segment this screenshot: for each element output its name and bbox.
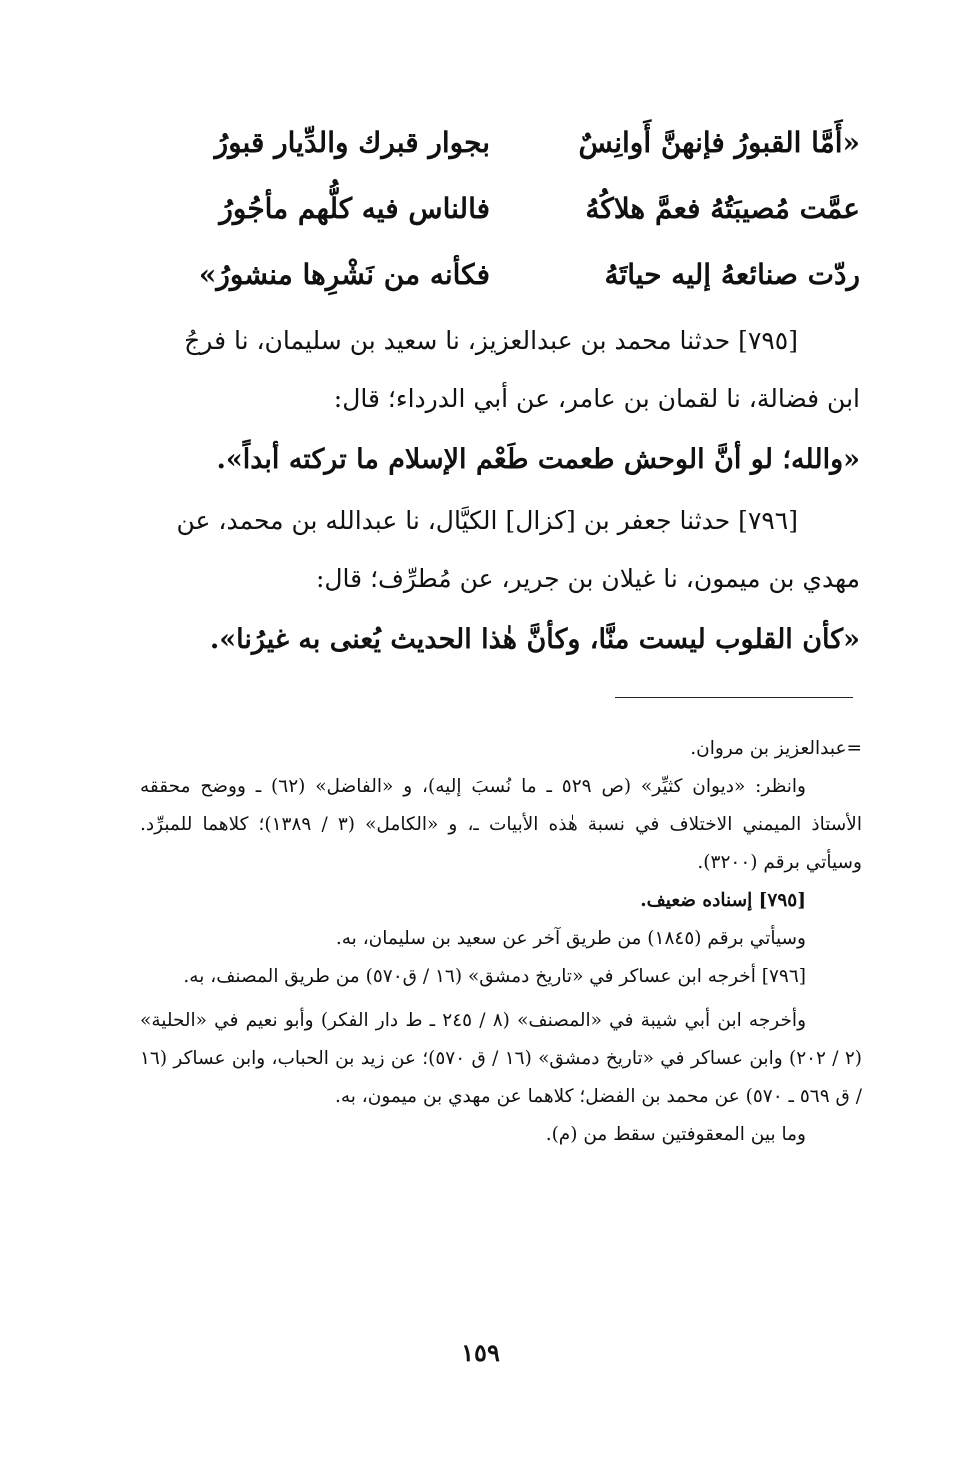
verse-first-hemistich: ردّت صنائعهُ إليه حياتَهُ	[604, 258, 860, 291]
footnote-796-takhrij: [٧٩٦] أخرجه ابن عساكر في «تاريخ دمشق» (١٦ / ق٥٧٠) من طريق المصنف، به.	[183, 966, 806, 987]
poem-verse	[140, 118, 860, 184]
footnote-795-grade: [٧٩٥] إسناده ضعيف.	[640, 890, 806, 911]
hadith-796-matn: «كأن القلوب ليست منَّا، وكأنَّ هٰذا الحديث يُعنى به غيرُنا».	[209, 624, 860, 655]
verse-first-hemistich: «أَمَّا القبورُ فإنهنَّ أَوانِسٌ	[578, 126, 860, 159]
poem-block	[140, 118, 860, 316]
hadith-796-isnad: [٧٩٦] حدثنا جعفر بن [كزال] الكيَّال، نا عبدالله بن محمد، عن	[176, 506, 798, 535]
main-text	[140, 312, 860, 672]
hadith-795-isnad: [٧٩٥] حدثنا محمد بن عبدالعزيز، نا سعيد بن سليمان، نا فرجُ	[184, 326, 798, 355]
verse-first-hemistich: عمَّت مُصيبَتُهُ فعمَّ هلاكُهُ	[585, 192, 860, 225]
hadith-795-isnad-cont: ابن فضالة، نا لقمان بن عامر، عن أبي الدرداء؛ قال:	[333, 384, 860, 413]
verse-second-hemistich: فالناس فيه كلُّهم مأجُورُ	[219, 192, 490, 225]
footnote-continuation: =عبدالعزيز بن مروان.	[690, 738, 862, 759]
poem-verse	[140, 250, 860, 316]
page-number: ١٥٩	[461, 1338, 500, 1367]
hadith-796-isnad-cont: مهدي بن ميمون، نا غيلان بن جرير، عن مُطرِّف؛ قال:	[315, 564, 860, 593]
hadith-795-matn: «والله؛ لو أنَّ الوحش طعمت طَعْم الإسلام ما تركته أبداً».	[216, 444, 860, 475]
poem-verse	[140, 184, 860, 250]
verse-second-hemistich: بجوار قبرك والدِّيار قبورُ	[214, 126, 490, 159]
footnote-796-sources: وأخرجه ابن أبي شيبة في «المصنف» (٨ / ٢٤٥ ـ ط دار الفكر) وأبو نعيم في «الحلية» (٢ / ٢٠٢) وابن عساكر في «تاريخ دمشق» (١٦ / ق ٥٧٠)؛ عن زيد بن الحباب، وابن عساكر (١٦ / ق ٥٦٩ ـ ٥٧٠) عن محمد بن الفضل؛ كلاهما عن مهدي بن ميمون، به.	[140, 1010, 863, 1107]
footnote-795-ref: وسيأتي برقم (١٨٤٥) من طريق آخر عن سعيد بن سليمان، به.	[335, 928, 806, 949]
verse-second-hemistich: فكأنه من نَشْرِها منشورُ»	[198, 258, 490, 291]
footnote-brackets: وما بين المعقوفتين سقط من (م).	[545, 1124, 806, 1145]
footnote-diwan: وانظر: «ديوان كثيِّر» (ص ٥٢٩ ـ ما نُسبَ إليه)، و «الفاضل» (٦٢) ـ ووضح محققه الأستاذ الميمني الاختلاف في نسبة هٰذه الأبيات ـ، و «الكامل» (٣ / ١٣٨٩)؛ كلاهما للمبرِّد. وسيأتي برقم (٣٢٠٠).	[140, 776, 862, 873]
footnotes	[140, 730, 862, 1154]
footnote-divider	[615, 697, 853, 698]
